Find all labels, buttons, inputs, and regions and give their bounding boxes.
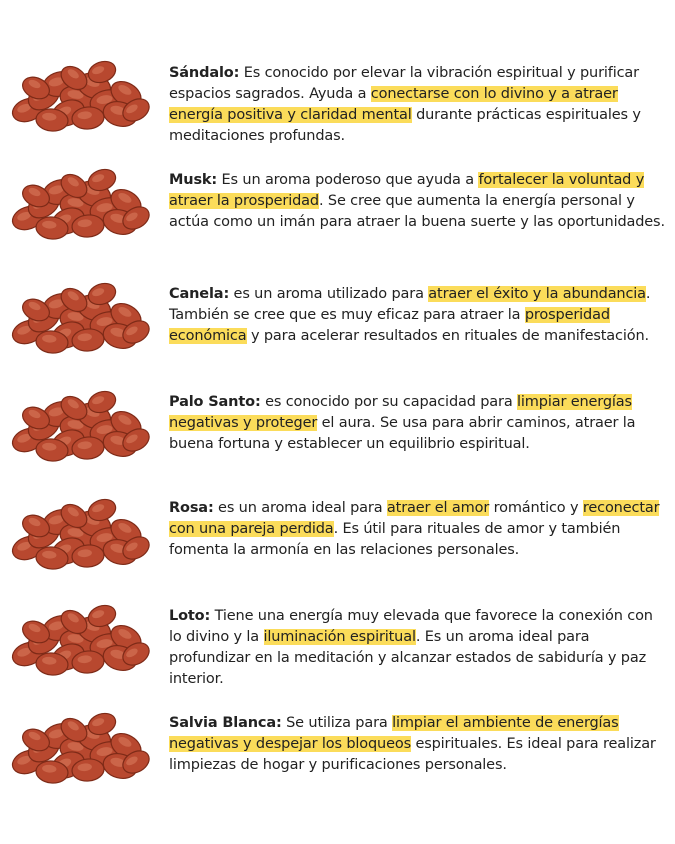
aroma-name: Loto: [169,608,211,624]
highlighted-phrase: limpiar energías negativas y proteger [169,394,632,431]
aroma-description [169,63,669,147]
incense-cones-icon [8,388,150,468]
incense-cones-icon [8,166,150,246]
description-text: . Es un aroma ideal para profundizar en la meditación y alcanzar estados de sabiduría y paz interior. [169,629,647,687]
description-text: el aura. Se usa para abrir caminos, atraer la buena fortuna y establecer un equilibrio espiritual. [169,415,636,452]
incense-cones-icon [8,58,150,138]
highlighted-phrase: conectarse con lo divino y a atraer energía positiva y claridad mental [169,86,618,123]
aroma-name: Musk: [169,172,218,188]
highlighted-phrase: iluminación espiritual [263,629,416,645]
highlighted-phrase: atraer el éxito y la abundancia [428,286,646,302]
aroma-description [169,170,669,233]
aroma-name: Canela: [169,286,230,302]
aroma-description [169,284,669,347]
aroma-name: Salvia Blanca: [169,715,282,731]
aroma-name: Sándalo: [169,65,240,81]
aroma-description [169,713,669,776]
description-text: . Se cree que aumenta la energía personal y actúa como un imán para atraer la buena suerte y las oportunidades. [169,193,665,230]
description-text: . También se cree que es muy eficaz para atraer la [169,286,651,323]
aroma-description [169,606,669,690]
aroma-name: Rosa: [169,500,214,516]
aroma-name: Palo Santo: [169,394,261,410]
highlighted-phrase: reconectar con una pareja perdida [169,500,660,537]
highlighted-phrase: limpiar el ambiente de energías negativas y despejar los bloqueos [169,715,619,752]
description-text: Es un aroma poderoso que ayuda a [217,172,479,188]
description-text: Tiene una energía muy elevada que favorece la conexión con lo divino y la [169,608,653,645]
description-text: Se utiliza para [281,715,393,731]
incense-cones-icon [8,280,150,360]
description-text: es conocido por su capacidad para [260,394,518,410]
description-text: durante prácticas espirituales y meditaciones profundas. [169,107,641,144]
aroma-description [169,498,669,561]
description-text: . Es útil para rituales de amor y también fomenta la armonía en las relaciones personales. [169,521,621,558]
description-text: es un aroma utilizado para [229,286,429,302]
description-text: romántico y [489,500,583,516]
description-text: Es conocido por elevar la vibración espiritual y purificar espacios sagrados. Ayuda a [169,65,639,102]
description-text: espirituales. Es ideal para realizar limpiezas de hogar y purificaciones personales. [169,736,656,773]
highlighted-phrase: atraer el amor [386,500,490,516]
aroma-description [169,392,669,455]
description-text: y para acelerar resultados en rituales de manifestación. [246,328,649,344]
highlighted-phrase: fortalecer la voluntad y atraer la prosperidad [169,172,645,209]
incense-cones-icon [8,710,150,790]
description-text: es un aroma ideal para [213,500,387,516]
highlighted-phrase: prosperidad económica [169,307,610,344]
incense-cones-icon [8,496,150,576]
incense-cones-icon [8,602,150,682]
